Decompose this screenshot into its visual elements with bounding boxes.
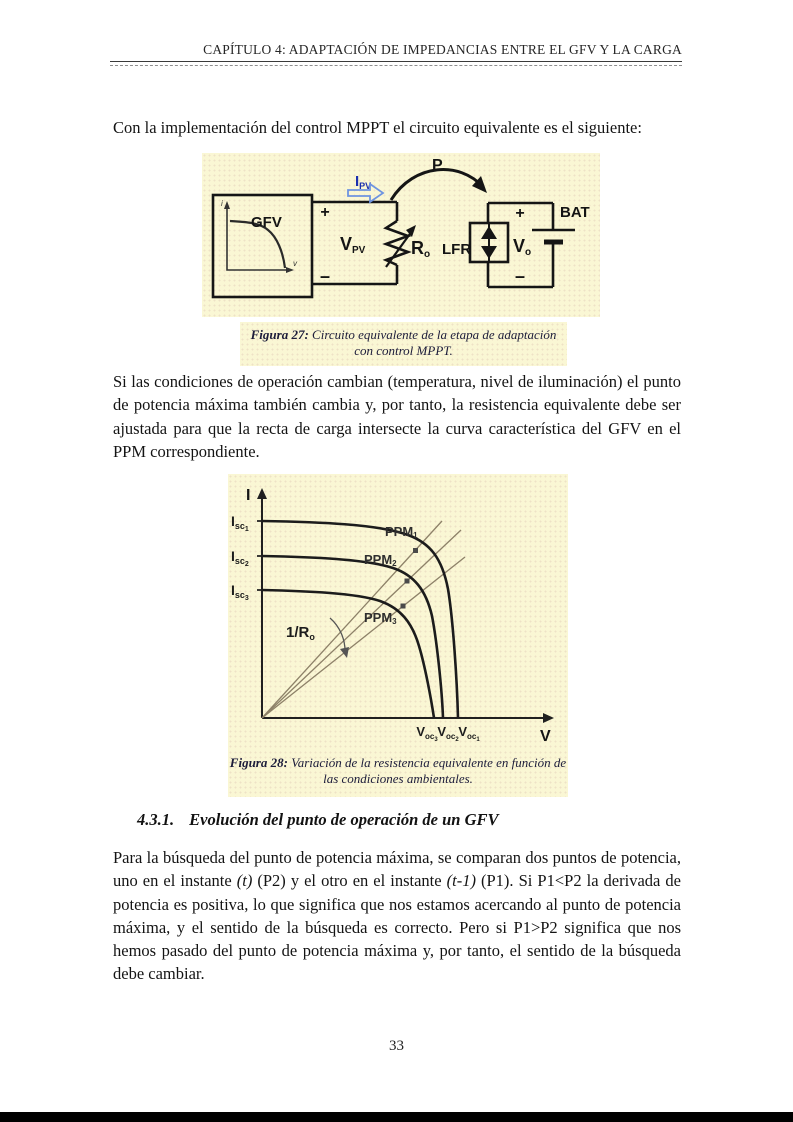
vo-minus-sign: – xyxy=(514,266,526,286)
scan-edge-bar xyxy=(0,1112,793,1122)
figure-28-caption-label: Figura 28: xyxy=(229,755,288,770)
power-label: P xyxy=(432,157,443,174)
figure-27-caption xyxy=(240,322,567,366)
lfr-down-triangle-icon xyxy=(481,246,497,259)
gfv-box xyxy=(213,195,312,297)
voc-2-label: $V_{oc}2$ xyxy=(437,724,459,743)
ppm-1-label: PPM1 xyxy=(385,524,418,540)
power-flow-arc xyxy=(391,170,483,200)
figure-28-chart xyxy=(228,474,568,750)
page-number: 33 xyxy=(389,1038,404,1054)
figure-27-circuit xyxy=(202,153,600,317)
section-title: Evolución del punto de operación de un GFV xyxy=(189,810,499,829)
figure-28-caption xyxy=(228,750,568,797)
ppm-marker-2 xyxy=(405,579,410,584)
ppm-marker-3 xyxy=(401,604,406,609)
iv-curve-3 xyxy=(262,590,434,718)
gfv-mini-axis-arrow-up xyxy=(224,201,230,209)
figure-27-caption-text: Circuito equivalente de la etapa de adaptación con control MPPT. xyxy=(312,327,557,358)
i-axis-arrowhead xyxy=(257,488,267,499)
vo-label: Vo xyxy=(513,236,532,258)
voc-1-label: $V_{oc}1$ xyxy=(458,724,480,743)
lfr-label: LFR xyxy=(442,241,472,258)
paragraph-intro: Con la implementación del control MPPT el circuito equivalente es el siguiente: xyxy=(113,118,642,137)
figure-27-caption-label: Figura 27: xyxy=(250,327,309,342)
i-axis-label: I xyxy=(246,487,251,504)
ppm-marker-1 xyxy=(413,548,418,553)
ro-label: Ro xyxy=(411,238,431,260)
figure-28-caption-text: Variación de la resistencia equivalente en función de las condiciones ambientales. xyxy=(291,755,567,786)
v-axis-label: V xyxy=(540,728,551,745)
ppm-3-label: PPM3 xyxy=(364,610,397,626)
gfv-mini-v-label: v xyxy=(293,259,297,268)
ppm-2-label: PPM2 xyxy=(364,552,397,568)
slope-sweep-arrowhead xyxy=(340,647,349,658)
gfv-mini-i-label: i xyxy=(221,199,223,208)
slope-label: $1/R_o$ xyxy=(286,624,315,642)
running-header: CAPÍTULO 4: ADAPTACIÓN DE IMPEDANCIAS ENTRE EL GFV Y LA CARGA xyxy=(203,42,682,57)
header-rule-dashed xyxy=(110,65,682,66)
variable-resistor-arrow xyxy=(386,231,412,267)
isc-3-label: $I_{sc}3$ xyxy=(231,582,249,602)
v-axis-arrowhead xyxy=(543,713,554,723)
section-number: 4.3.1. xyxy=(137,810,175,829)
circuit-diagram-svg xyxy=(202,153,600,317)
isc-2-label: $I_{sc}2$ xyxy=(231,548,249,568)
ipv-label: $I_{PV}$ xyxy=(355,173,372,191)
header-rule xyxy=(110,61,682,62)
vo-plus-sign: + xyxy=(515,205,525,222)
paragraph-conditions: Si las condiciones de operación cambian (temperatura, nivel de iluminación) el punto de potencia máxima también cambia y, por tanto, la resistencia equivalente debe ser ajustada para que la recta de carga intersecte la curva característica del GFV en el PPM correspondiente. xyxy=(113,372,681,461)
paragraph-search: Para la búsqueda del punto de potencia máxima, se comparan dos puntos de potencia, uno en el instante (t) (P2) y el otro en el instante (t-1) (P1). Si P1<P2 la derivada de potencia es positiva, lo que significa que nos estamos acercando al punto de potencia máxima, y el sentido de la búsqueda es correcto. Pero si P1>P2 significa que nos hemos pasado del punto de potencia máxima y, por tanto, el sentido de la búsqueda debe cambiar. xyxy=(113,848,681,984)
section-heading xyxy=(137,810,499,830)
vpv-label: VPV xyxy=(340,234,366,256)
vpv-plus-sign: + xyxy=(320,204,330,221)
resistor-icon xyxy=(386,221,408,265)
gfv-label: GFV xyxy=(251,214,282,231)
bat-label: BAT xyxy=(560,204,590,221)
iv-chart-svg xyxy=(228,474,568,750)
vpv-minus-sign: – xyxy=(319,266,331,286)
isc-1-label: $I_{sc}1$ xyxy=(231,513,249,533)
voc-3-label: $V_{oc}3$ xyxy=(416,724,438,743)
lfr-up-triangle-icon xyxy=(481,226,497,239)
